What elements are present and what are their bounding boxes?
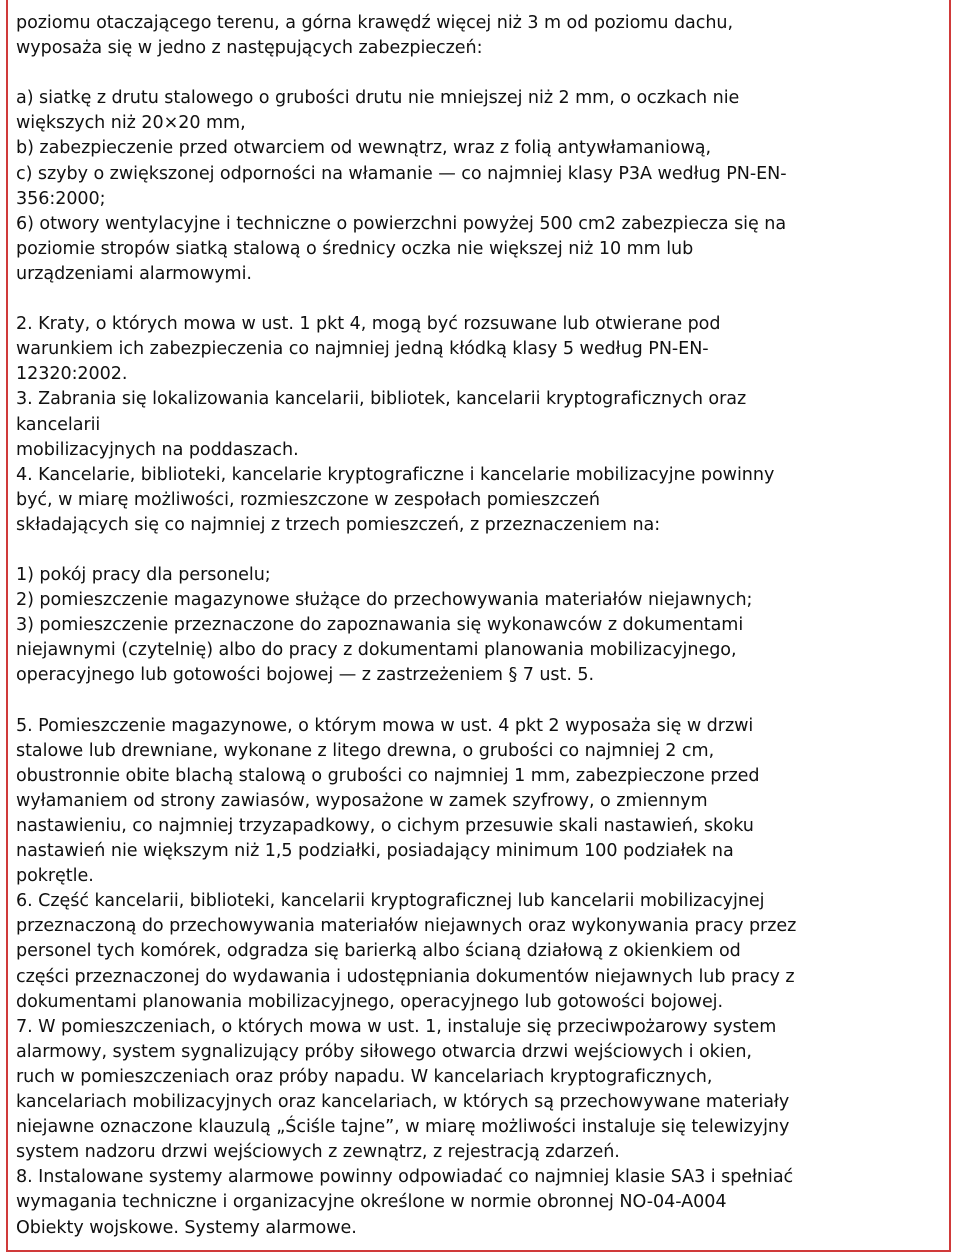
text-line: części przeznaczonej do wydawania i udostępniania dokumentów niejawnych lub pracy z xyxy=(16,966,795,987)
text-line: niejawne oznaczone klauzulą „Ściśle tajne”, w miarę możliwości instaluje się telewizyjny xyxy=(16,1117,790,1138)
text-line: Obiekty wojskowe. Systemy alarmowe. xyxy=(16,1217,357,1238)
text-line: wyłamaniem od strony zawiasów, wyposażone w zamek szyfrowy, o zmiennym xyxy=(16,790,708,811)
text-line: mobilizacyjnych na poddaszach. xyxy=(16,439,299,460)
text-line: być, w miarę możliwości, rozmieszczone w zespołach pomieszczeń xyxy=(16,489,600,510)
text-line: personel tych komórek, odgradza się barierką albo ścianą działową z okienkiem od xyxy=(16,941,741,962)
text-line: b) zabezpieczenie przed otwarciem od wewnątrz, wraz z folią antywłamaniową, xyxy=(16,138,712,159)
text-line: pokrętle. xyxy=(16,866,94,887)
text-line: c) szyby o zwiększonej odporności na włamanie — co najmniej klasy P3A według PN-EN- xyxy=(16,163,787,184)
text-line: 6. Część kancelarii, biblioteki, kancelarii kryptograficznej lub kancelarii mobilizacyjnej xyxy=(16,891,765,912)
text-line: obustronnie obite blachą stalową o grubości co najmniej 1 mm, zabezpieczone przed xyxy=(16,765,760,786)
text-line: większych niż 20×20 mm, xyxy=(16,113,246,134)
text-line: 5. Pomieszczenie magazynowe, o którym mowa w ust. 4 pkt 2 wyposaża się w drzwi xyxy=(16,715,754,736)
text-line: warunkiem ich zabezpieczenia co najmniej jedną kłódką klasy 5 według PN-EN- xyxy=(16,339,709,360)
text-line: 3. Zabrania się lokalizowania kancelarii, bibliotek, kancelarii kryptograficznych oraz xyxy=(16,389,747,410)
text-line: 12320:2002. xyxy=(16,364,128,385)
text-line: operacyjnego lub gotowości bojowej — z zastrzeżeniem § 7 ust. 5. xyxy=(16,665,595,686)
text-line: kancelarii xyxy=(16,414,101,435)
text-line: składających się co najmniej z trzech pomieszczeń, z przeznaczeniem na: xyxy=(16,514,661,535)
text-line: urządzeniami alarmowymi. xyxy=(16,263,252,284)
text-line: 4. Kancelarie, biblioteki, kancelarie kryptograficzne i kancelarie mobilizacyjne powinny xyxy=(16,464,775,485)
text-line: 8. Instalowane systemy alarmowe powinny odpowiadać co najmniej klasie SA3 i spełniać xyxy=(16,1167,794,1188)
text-line: system nadzoru drzwi wejściowych z zewnątrz, z rejestracją zdarzeń. xyxy=(16,1142,620,1163)
text-line: 6) otwory wentylacyjne i techniczne o powierzchni powyżej 500 cm2 zabezpiecza się na xyxy=(16,213,787,234)
text-line: 2) pomieszczenie magazynowe służące do przechowywania materiałów niejawnych; xyxy=(16,590,753,611)
document-body xyxy=(16,11,946,1241)
text-line: a) siatkę z drutu stalowego o grubości drutu nie mniejszej niż 2 mm, o oczkach nie xyxy=(16,88,740,109)
text-line: wyposaża się w jedno z następujących zabezpieczeń: xyxy=(16,38,483,59)
text-line: 2. Kraty, o których mowa w ust. 1 pkt 4, mogą być rozsuwane lub otwierane pod xyxy=(16,314,721,335)
text-line: 356:2000; xyxy=(16,188,106,209)
text-line: alarmowy, system sygnalizujący próby siłowego otwarcia drzwi wejściowych i okien, xyxy=(16,1041,752,1062)
text-line: 1) pokój pracy dla personelu; xyxy=(16,565,271,586)
text-line: poziomu otaczającego terenu, a górna krawędź więcej niż 3 m od poziomu dachu, xyxy=(16,13,734,33)
text-line: ruch w pomieszczeniach oraz próby napadu. W kancelariach kryptograficznych, xyxy=(16,1066,713,1087)
text-line: kancelariach mobilizacyjnych oraz kancelariach, w których są przechowywane materiały xyxy=(16,1092,790,1113)
text-line: przeznaczoną do przechowywania materiałów niejawnych oraz wykonywania pracy przez xyxy=(16,916,797,937)
text-line: stalowe lub drewniane, wykonane z litego drewna, o grubości co najmniej 2 cm, xyxy=(16,740,715,761)
text-line: wymagania techniczne i organizacyjne określone w normie obronnej NO-04-A004 xyxy=(16,1192,727,1213)
text-line: poziomie stropów siatką stalową o średnicy oczka nie większej niż 10 mm lub xyxy=(16,238,694,259)
text-line: niejawnymi (czytelnię) albo do pracy z dokumentami planowania mobilizacyjnego, xyxy=(16,640,737,661)
text-line: dokumentami planowania mobilizacyjnego, operacyjnego lub gotowości bojowej. xyxy=(16,991,724,1012)
text-line: nastawieniu, co najmniej trzyzapadkowy, o cichym przesuwie skali nastawień, skoku xyxy=(16,816,754,836)
text-line: 7. W pomieszczeniach, o których mowa w ust. 1, instaluje się przeciwpożarowy system xyxy=(16,1016,777,1037)
text-line: 3) pomieszczenie przeznaczone do zapoznawania się wykonawców z dokumentami xyxy=(16,615,744,636)
text-line: nastawień nie większym niż 1,5 podziałki, posiadający minimum 100 podziałek na xyxy=(16,841,734,862)
